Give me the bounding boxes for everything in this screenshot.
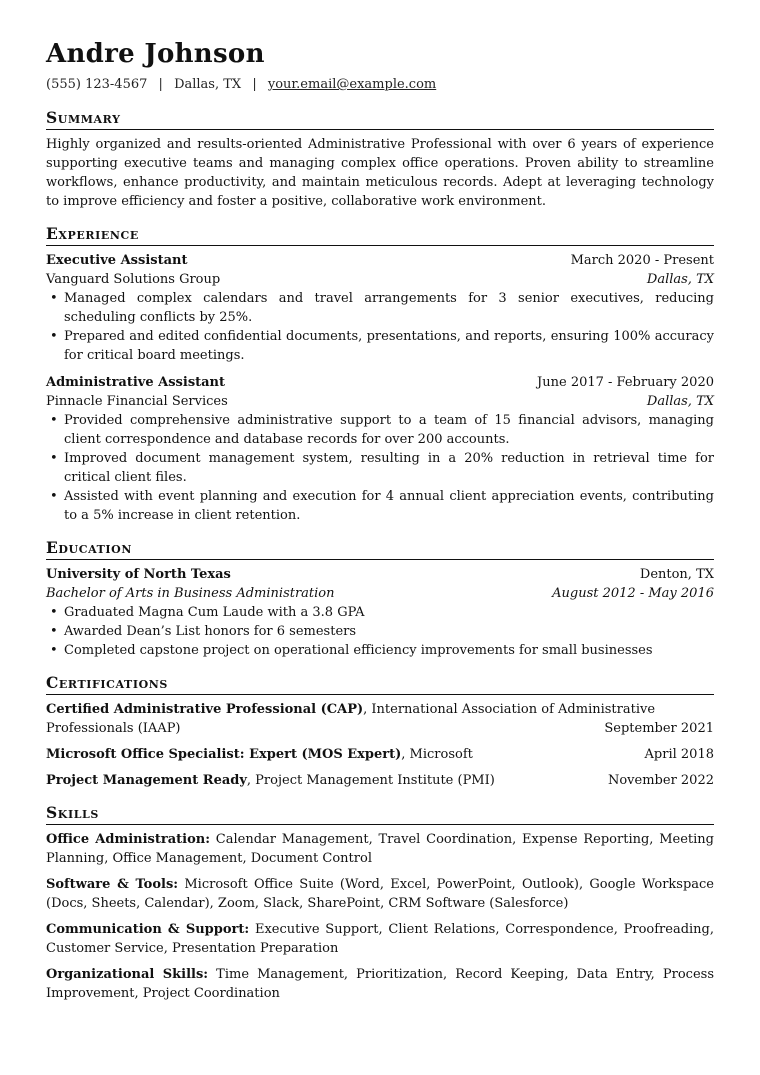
skills-section	[46, 803, 714, 1003]
job-company-row	[46, 270, 714, 289]
school-location: Denton, TX	[639, 567, 714, 582]
skill-list: Microsoft Office Suite (Word, Excel, PowerPoint, Outlook), Google Workspace (Docs, Sheets, Calendar), Zoom, Slack, SharePoint, CRM Software (Salesforce)	[46, 877, 714, 911]
education-entry	[46, 565, 714, 660]
skill-group	[46, 920, 714, 958]
certification-issuer: , International Association of Administrative Professionals (IAAP)	[46, 702, 656, 736]
job-header-row	[46, 373, 714, 392]
skill-list: Executive Support, Client Relations, Correspondence, Proofreading, Customer Service, Presentation Preparation	[46, 922, 714, 956]
phone-number: (555) 123-4567	[46, 77, 148, 92]
job-location: Dallas, TX	[646, 394, 714, 409]
bullet-item: • Managed complex calendars and travel arrangements for 3 senior executives, reducing scheduling conflicts by 25%.	[64, 289, 714, 327]
certification-issuer: , Microsoft	[401, 747, 473, 762]
education-bullets	[46, 603, 714, 660]
certification-name: Microsoft Office Specialist: Expert (MOS Expert)	[46, 747, 402, 762]
bullet-item: • Provided comprehensive administrative support to a team of 15 financial advisors, managing client correspondence and database records for over 200 accounts.	[64, 411, 714, 449]
section-title-skills: Skills	[46, 803, 714, 825]
school-row	[46, 565, 714, 584]
certifications-section	[46, 673, 714, 790]
company-name: Vanguard Solutions Group	[46, 272, 221, 287]
skill-label: Office Administration:	[46, 832, 211, 847]
job-dates: March 2020 - Present	[570, 253, 714, 268]
separator: |	[252, 77, 257, 92]
bullet-item: • Awarded Dean’s List honors for 6 semesters	[64, 622, 714, 641]
certification-item	[46, 745, 714, 764]
bullet-item: • Prepared and edited confidential documents, presentations, and reports, ensuring 100% accuracy for critical board meetings.	[64, 327, 714, 365]
certification-name: Project Management Ready	[46, 773, 247, 788]
job-bullets	[46, 289, 714, 365]
section-title-summary: Summary	[46, 108, 714, 130]
contact-line	[46, 76, 714, 94]
bullet-item: • Improved document management system, resulting in a 20% reduction in retrieval time for critical client files.	[64, 449, 714, 487]
candidate-name: Andre Johnson	[46, 39, 265, 69]
email-link[interactable]: your.email@example.com	[267, 77, 437, 92]
bullet-item: • Assisted with event planning and execution for 4 annual client appreciation events, contributing to a 5% increase in client retention.	[64, 487, 714, 525]
skill-label: Software & Tools:	[46, 877, 179, 892]
company-name: Pinnacle Financial Services	[46, 394, 228, 409]
certification-issuer: , Project Management Institute (PMI)	[246, 773, 495, 788]
job-dates: June 2017 - February 2020	[537, 375, 714, 390]
school-name: University of North Texas	[46, 567, 231, 582]
job-location: Dallas, TX	[646, 272, 714, 287]
certification-item	[46, 771, 714, 790]
section-title-education: Education	[46, 538, 714, 560]
certification-date: November 2022	[607, 773, 714, 788]
separator: |	[158, 77, 163, 92]
skill-label: Organizational Skills:	[46, 967, 209, 982]
job-entry	[46, 373, 714, 525]
skill-group	[46, 965, 714, 1003]
section-title-experience: Experience	[46, 224, 714, 246]
certification-date: September 2021	[604, 721, 714, 736]
experience-section	[46, 224, 714, 525]
summary-text: Highly organized and results-oriented Administrative Professional with over 6 years of experience supporting executive teams and managing complex office operations. Proven ability to streamline workflows, enhance productivity, and maintain meticulous records. Adept at leveraging technology to improve efficiency and foster a positive, collaborative work environment.	[46, 137, 714, 209]
certification-name: Certified Administrative Professional (CAP)	[46, 702, 364, 717]
section-title-certifications: Certifications	[46, 673, 714, 695]
job-title: Administrative Assistant	[46, 375, 226, 390]
skill-list: Time Management, Prioritization, Record Keeping, Data Entry, Process Improvement, Project Coordination	[46, 967, 714, 1001]
summary-section	[46, 108, 714, 211]
job-title: Executive Assistant	[46, 253, 188, 268]
skill-group	[46, 830, 714, 868]
job-company-row	[46, 392, 714, 411]
certification-date: April 2018	[644, 747, 714, 762]
skill-label: Communication & Support:	[46, 922, 250, 937]
degree-name: Bachelor of Arts in Business Administration	[46, 586, 335, 601]
job-bullets	[46, 411, 714, 525]
job-header-row	[46, 251, 714, 270]
bullet-item: • Graduated Magna Cum Laude with a 3.8 GPA	[64, 603, 714, 622]
degree-row	[46, 584, 714, 603]
skill-list: Calendar Management, Travel Coordination, Expense Reporting, Meeting Planning, Office Management, Document Control	[46, 832, 714, 866]
job-entry	[46, 251, 714, 365]
skill-group	[46, 875, 714, 913]
resume-page	[46, 0, 714, 1010]
location: Dallas, TX	[174, 77, 242, 92]
education-dates: August 2012 - May 2016	[552, 586, 714, 601]
certification-item	[46, 700, 714, 738]
bullet-item: • Completed capstone project on operational efficiency improvements for small businesses	[64, 641, 714, 660]
education-section	[46, 538, 714, 660]
